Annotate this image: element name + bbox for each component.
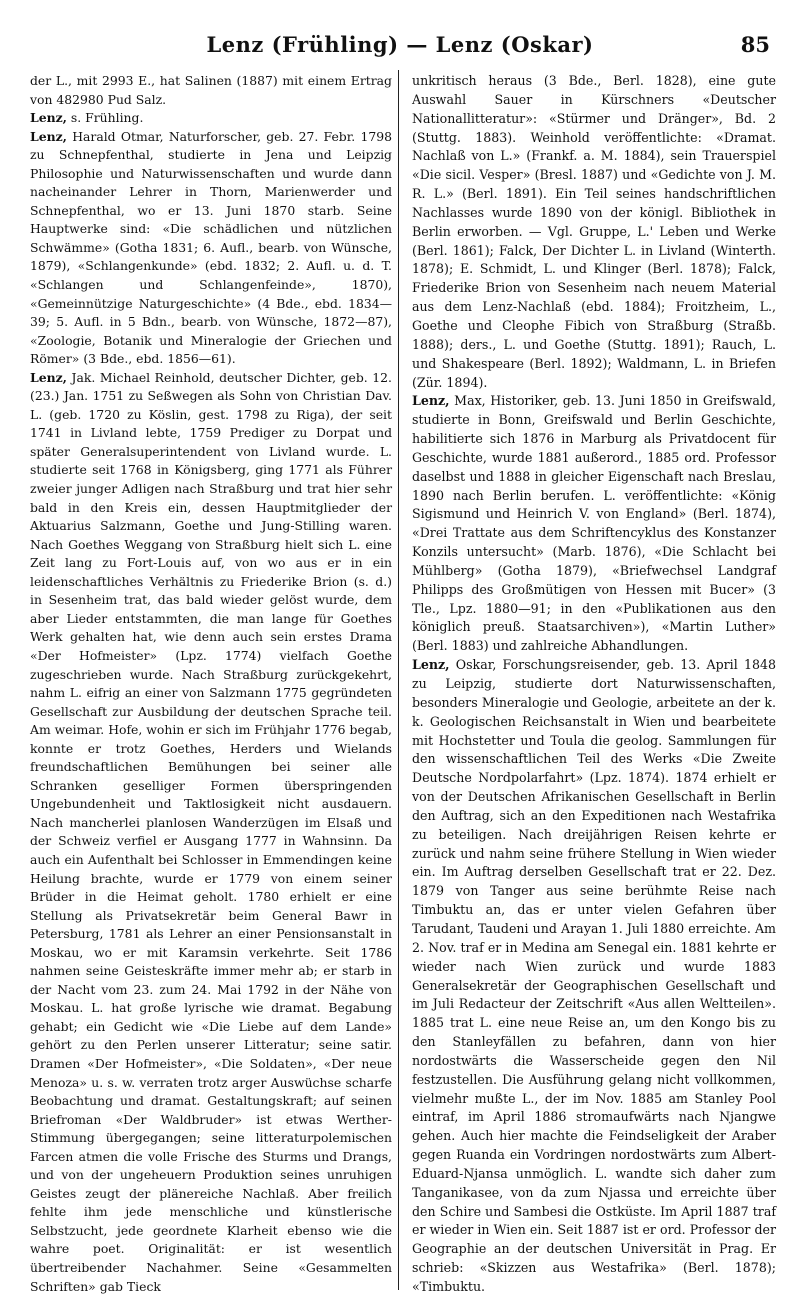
entry-text: Oskar, Forschungsreisender, geb. 13. April 1848 zu Leipzig, studierte dort Naturwissenschaften, besonders Mineralogie und Geologie, arbeitete an der k. k. Geologischen Reichsanstalt in Wien und bearbeitete mit Hochstetter und Toula die geolog. Sammlungen für den wissenschaftlichen Teil des Werks «Die Zweite Deutsche Nordpolarfahrt» (Lpz. 1874). 1874 erhielt er von der Deutschen Afrikanischen Gesellschaft in Berlin den Auftrag, sich an den Expeditionen nach Westafrika zu beteiligen. Nach dreijährigen Reisen kehrte er zurück und nahm seine frühere Stellung in Wien wieder ein. Im Auftrag derselben Gesellschaft trat er 22. Dez. 1879 von Tanger aus seine berühmte Reise nach Timbuktu an, das er unter vielen Gefahren über Tarudant, Taudeni und Araуan 1. Juli 1880 erreichte. Am 2. Nov. traf er in Medina am Senegal ein. 1881 kehrte er wieder nach Wien zurück und wurde 1883 Generalsekretär der Geographischen Gesellschaft und im Juli Redacteur der Zeitschrift «Aus allen Weltteilen». 1885 trat L. eine neue Reise an, um den Kongo bis zu den Stanleyfällen zu befahren, dann von hier nordostwärts die Wasserscheide gegen den Nil festzustellen. Die Ausführung gelang nicht vollkommen, vielmehr mußte L., der im Nov. 1885 am Stanley Pool eintraf, im April 1886 stromaufwärts nach Njangwe gehen. Auch hier machte die Feindseligkeit der Araber gegen Ruanda ein Vordringen nordostwärts zum Albert-Eduard-Njansa unmöglich. L. wandte sich daher zum Tanganikasee, von da zum Njassa und erreichte über den Schire und Sambesi die Ostküste. Im April 1887 traf er wieder in Wien ein. Seit 1887 ist er ord. Professor der Geographie an der deutschen Universität in Prag. Er schrieb: «Skizzen aus Westafrika» (Berl. 1878); «Timbuktu. bbox=[412, 657, 776, 1294]
entry-text: Max, Historiker, geb. 13. Juni 1850 in Greifswald, studierte in Bonn, Greifswald und Berlin Geschichte, habilitierte sich 1876 in Marburg als Privatdocent für Geschichte, wurde 1881 außerord., 1885 ord. Professor daselbst und 1888 in gleicher Eigenschaft nach Breslau, 1890 nach Berlin berufen. L. veröffentlichte: «König Sigismund und Heinrich V. von England» (Berl. 1874), «Drei Trattate aus dem Schriftencyklus des Konstanzer Konzils untersucht» (Marb. 1876), «Die Schlacht bei Mühlberg» (Gotha 1879), «Briefwechsel Landgraf Philipps des Großmütigen von Hessen mit Bucer» (3 Tle., Lpz. 1880—91; in den «Publikationen aus den königlich preuß. Staatsarchiven»), «Martin Luther» (Berl. 1883) und zahlreiche Abhandlungen. bbox=[412, 393, 776, 654]
entry-continuation bbox=[30, 72, 392, 109]
entry-lenz-max bbox=[412, 392, 776, 656]
entry-text: Jak. Michael Reinhold, deutscher Dichter, geb. 12. (23.) Jan. 1751 zu Seßwegen als Sohn von Christian Dav. L. (geb. 1720 zu Köslin, gest. 1798 zu Riga), der seit 1741 in Livland lebte, 1759 Prediger zu Dorpat und später Generalsuperintendent von Livland wurde. L. studierte seit 1768 in Königsberg, ging 1771 als Führer zweier junger Adligen nach Straßburg und trat hier sehr bald in den Kreis ein, dessen Hauptmitglieder der Aktuarius Salzmann, Goethe und Jung-Stilling waren. Nach Goethes Weggang von Straßburg hielt sich L. eine Zeit lang zu Fort-Louis auf, von wo aus er in ein leidenschaftliches Verhältnis zu Friederike Brion (s. d.) in Sesenheim trat, das bald wieder gelöst wurde, dem aber Lieder entstammten, die man lange für Goethes Werk gehalten hat, wie denn auch sein erstes Drama «Der Hofmeister» (Lpz. 1774) vielfach Goethe zugeschrieben wurde. Nach Straßburg zurückgekehrt, nahm L. eifrig an einer von Salzmann 1775 gegründeten Gesellschaft zur Ausbildung der deutschen Sprache teil. Am weimar. Hofe, wohin er sich im Frühjahr 1776 begab, konnte er trotz Goethes, Herders und Wielands freundschaftlichen Bemühungen bei seiner alle Schranken geselliger Formen überspringenden Ungebundenheit und Taktlosigkeit nicht ausdauern. Nach mancherlei planlosen Wanderzügen im Elsaß und der Schweiz verfiel er Ausgang 1777 in Wahnsinn. Da auch ein Aufenthalt bei Schlosser in Emmendingen keine Heilung brachte, wurde er 1779 von einem seiner Brüder in die Heimat geholt. 1780 erhielt er eine Stellung als Privatsekretär beim General Bawr in Petersburg, 1781 als Lehrer an einer Pensionsanstalt in Moskau, wo er mit Karamsin verkehrte. Seit 1786 nahmen seine Geisteskräfte immer mehr ab; er starb in der Nacht vom 23. zum 24. Mai 1792 in der Nähe von Moskau. L. hat große lyrische wie dramat. Begabung gehabt; ein Gedicht wie «Die Liebe auf dem Lande» gehört zu den Perlen unserer Litteratur; seine satir. Dramen «Der Hofmeister», «Die Soldaten», «Der neue Menoza» u. s. w. verraten trotz arger Auswüchse scharfe Beobachtung und dramat. Gestaltungskraft; auf seinen Briefroman «Der Waldbruder» ist etwas Werther-Stimmung übergegangen; seine litteraturpolemischen Farcen atmen die volle Frische des Sturms und Drangs, und von der ungeheuern Produktion seines unruhigen Geistes zeugt der plänereiche Nachlaß. Aber freilich fehlte ihm jede menschliche und künstlerische Selbstzucht, jede geordnete Klarheit ebenso wie die wahre poet. Originalität: er ist wesentlich übertreibender Nachahmer. Seine «Gesammelten Schriften» gab Tieck bbox=[30, 369, 392, 1294]
left-column bbox=[30, 72, 392, 1296]
entry-headword: Lenz, bbox=[30, 369, 67, 385]
right-column bbox=[412, 72, 776, 1297]
entry-headword: Lenz, bbox=[412, 657, 450, 673]
entry-text: Harald Otmar, Naturforscher, geb. 27. Febr. 1798 zu Schnepfenthal, studierte in Jena und Leipzig Philosophie und Naturwissenschaften und wurde dann nacheinander Lehrer in Thorn, Marienwerder und Schnepfenthal, wo er 13. Juni 1870 starb. Seine Hauptwerke sind: «Die schädlichen und nützlichen Schwämme» (Gotha 1831; 6. Aufl., bearb. von Wünsche, 1879), «Schlangenkunde» (ebd. 1832; 2. Aufl. u. d. T. «Schlangen und Schlangenfeinde», 1870), «Gemeinnützige Naturgeschichte» (4 Bde., ebd. 1834—39; 5. Aufl. in 5 Bdn., bearb. von Wünsche, 1872—87), «Zoologie, Botanik und Mineralogie der Griechen und Römer» (3 Bde., ebd. 1856—61). bbox=[30, 128, 392, 367]
entry-lenz-harald-otmar bbox=[30, 128, 392, 369]
page-number: 85 bbox=[740, 32, 770, 57]
entry-continuation bbox=[412, 72, 776, 392]
entry-lenz-jak-michael-reinhold bbox=[30, 369, 392, 1296]
entry-lenz-oskar bbox=[412, 656, 776, 1297]
entry-headword: Lenz, bbox=[30, 110, 67, 126]
entry-headword: Lenz, bbox=[30, 128, 67, 144]
entry-text: unkritisch heraus (3 Bde., Berl. 1828), eine gute Auswahl Sauer in Kürschners «Deutscher Nationallitteratur»: «Stürmer und Dränger», Bd. 2 (Stuttg. 1883). Weinhold veröffentlichte: «Dramat. Nachlaß von L.» (Frankf. a. M. 1884), sein Trauerspiel «Die sicil. Vesper» (Bresl. 1887) und «Gedichte von J. M. R. L.» (Berl. 1891). Ein Teil seines handschriftlichen Nachlasses wurde 1890 von der königl. Bibliothek in Berlin erworben. — Vgl. Gruppe, L.' Leben und Werke (Berl. 1861); Falck, Der Dichter L. in Livland (Winterth. 1878); E. Schmidt, L. und Klinger (Berl. 1878); Falck, Friederike Brion von Sesenheim nach neuem Material aus dem Lenz-Nachlaß (ebd. 1884); Froitzheim, L., Goethe und Cleophe Fibich von Straßburg (Straßb. 1888); ders., L. und Goethe (Stuttg. 1891); Rauch, L. und Shakespeare (Berl. 1892); Waldmann, L. in Briefen (Zür. 1894). bbox=[412, 73, 776, 390]
entry-text: der L., mit 2993 E., hat Salinen (1887) mit einem Ertrag von 482980 Pud Salz. bbox=[30, 73, 392, 107]
entry-lenz-fruehling bbox=[30, 109, 392, 128]
entry-text: s. Frühling. bbox=[66, 110, 144, 126]
entry-headword: Lenz, bbox=[412, 393, 450, 409]
page-header bbox=[0, 26, 800, 66]
column-divider bbox=[398, 70, 399, 1290]
running-title: Lenz (Frühling) — Lenz (Oskar) bbox=[206, 32, 594, 57]
